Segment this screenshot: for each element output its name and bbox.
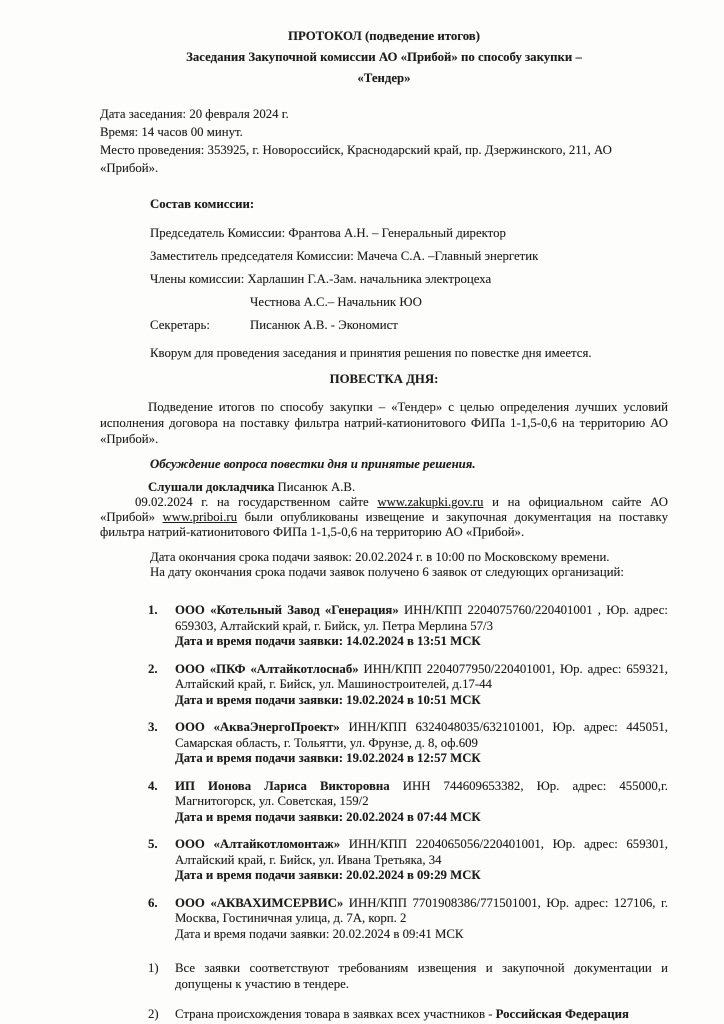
company-name: ООО «Алтайкотломонтаж» (175, 837, 341, 851)
publication-text-pre: 09.02.2024 г. на государственном сайте (135, 495, 378, 509)
submission-datetime: Дата и время подачи заявки: 14.02.2024 в 13:51 МСК (175, 634, 481, 648)
applicant-info (175, 896, 668, 927)
commission-deputy: Заместитель председателя Комиссии: Мачеча С.А. –Главный энергетик (150, 249, 539, 263)
applicant-number: 6. (148, 895, 158, 910)
company-name: ООО «Котельный Завод «Генерация» (175, 603, 399, 617)
commission-member-1: Члены комиссии: Харлашин Г.А.-Зам. начальника электроцеха (150, 272, 492, 286)
submission-datetime: Дата и время подачи заявки: 20.02.2024 в 07:44 МСК (175, 809, 481, 824)
speaker-line (100, 480, 668, 495)
applicant-number: 4. (148, 778, 158, 793)
submission-datetime: Дата и время подачи заявки: 20.02.2024 в 09:41 МСК (175, 926, 464, 941)
received-line: На дату окончания срока подачи заявок получено 6 заявок от следующих организаций: (150, 565, 624, 579)
deadline-line: Дата окончания срока подачи заявок: 20.02.2024 г. в 10:00 по Московскому времени. (150, 550, 610, 564)
applicant-number: 2. (148, 661, 158, 676)
meeting-time: Время: 14 часов 00 минут. (100, 125, 243, 139)
secretary-value: Писанюк А.В. - Экономист (250, 318, 398, 332)
conclusion-number: 2) (148, 1007, 159, 1021)
company-name: ООО «АКВАХИМСЕРВИС» (175, 895, 344, 910)
conclusion-text: Все заявки соответствуют требованиям извещения и закупочной документации и допущены к участию в тендере. (175, 961, 668, 991)
company-details: ИНН/КПП 7701908386/771501001, Юр. адрес: 127106, г. Москва, Гостиничная улица, д. 7А, корп. 2 (175, 895, 668, 925)
agenda-body: Подведение итогов по способу закупки – «Тендер» с целью определения лучших условий исполнения договора на поставку фильтра натрий-катионитового ФИПа 1-1,5-0,6 на территорию АО «Прибой». (100, 400, 668, 446)
quorum-statement: Кворум для проведения заседания и принятия решения по повестке дня имеется. (150, 346, 592, 360)
submission-datetime: Дата и время подачи заявки: 20.02.2024 в 09:29 МСК (175, 868, 481, 882)
commission-section (100, 197, 668, 337)
speaker-name: Писанюк А.В. (274, 480, 356, 494)
document-title (100, 26, 668, 89)
applicant-number: 3. (148, 720, 158, 734)
meeting-meta (100, 105, 668, 177)
company-details: ИНН 744609653382, Юр. адрес: 455000,г. Магнитогорск, ул. Советская, 159/2 (175, 778, 668, 808)
agenda-discussion: Обсуждение вопроса повестки дня и принятые решения. (150, 457, 476, 471)
applicant-info (175, 662, 668, 693)
meeting-date: Дата заседания: 20 февраля 2024 г. (100, 107, 289, 121)
commission-chair: Председатель Комиссии: Франтова А.Н. – Генеральный директор (150, 226, 506, 240)
company-details: ИНН/КПП 6324048035/632101001, Юр. адрес: 445051, Самарская область, г. Тольятти, ул. Фрунзе, д. 8, оф.609 (175, 720, 668, 750)
applicant-info (175, 779, 668, 810)
conclusion-row (100, 960, 668, 992)
submission-datetime: Дата и время подачи заявки: 19.02.2024 в 12:57 МСК (175, 751, 481, 765)
applicant-row (100, 662, 668, 709)
company-details: ИНН/КПП 2204077950/220401001, Юр. адрес: 659321, Алтайский край, г. Бийск, ул. Машиностроителей, д.17-44 (175, 661, 668, 691)
priboi-link: www.priboi.ru (162, 510, 238, 524)
applicant-row (100, 896, 668, 943)
commission-secretary (150, 314, 668, 337)
company-name: ООО «АкваЭнергоПроект» (175, 720, 340, 734)
commission-member-2: Честнова А.С.– Начальник ЮО (250, 295, 422, 309)
applicant-info (175, 603, 668, 634)
applicant-row (100, 720, 668, 767)
title-line-3: «Тендер» (357, 71, 411, 85)
commission-heading: Состав комиссии: (150, 197, 255, 211)
applicant-row (100, 779, 668, 826)
applicant-info (175, 720, 668, 751)
applicant-number: 1. (148, 603, 158, 617)
applicant-row (100, 837, 668, 884)
applicants-list (100, 603, 668, 942)
applicant-number: 5. (148, 837, 158, 851)
agenda-heading: ПОВЕСТКА ДНЯ: (329, 372, 439, 386)
company-name: ИП Ионова Лариса Викторовна (175, 778, 390, 793)
submission-datetime: Дата и время подачи заявки: 19.02.2024 в 10:51 МСК (175, 692, 481, 707)
conclusion-text: Страна происхождения товара в заявках всех участников - Российская Федерация (175, 1007, 629, 1021)
zakupki-link: www.zakupki.gov.ru (377, 495, 484, 509)
applicant-row (100, 603, 668, 650)
applicant-info (175, 837, 668, 868)
company-details: ИНН/КПП 2204065056/220401001, Юр. адрес: 659301, Алтайский край, г. Бийск, ул. Ивана Третьяка, 34 (175, 837, 668, 867)
secretary-label: Секретарь: (150, 318, 210, 332)
publication-text-post: были опубликованы извещение и закупочная документация на поставку фильтра натрий-катионитового ФИПа 1-1,5-0,6 на территорию АО «Прибой». (100, 510, 668, 539)
speaker-heading: Слушали докладчика (148, 480, 275, 494)
conclusion-bold-tail: Российская Федерация (495, 1007, 629, 1021)
title-line-2: Заседания Закупочной комиссии АО «Прибой» по способу закупки – (186, 50, 582, 64)
conclusions-list (100, 960, 668, 1022)
publication-text-mid: и на официальном сайте АО «Прибой» (100, 495, 668, 524)
company-details: ИНН/КПП 2204075760/220401001 , Юр. адрес: 659303, Алтайский край, г. Бийск, ул. Петра Мерлина 57/3 (175, 603, 668, 633)
title-line-1: ПРОТОКОЛ (подведение итогов) (288, 29, 480, 43)
company-name: ООО «ПКФ «Алтайкотлоснаб» (175, 661, 359, 676)
publication-paragraph (100, 495, 668, 540)
conclusion-number: 1) (148, 961, 159, 975)
conclusion-row (100, 1006, 668, 1022)
meeting-place: Место проведения: 353925, г. Новороссийск, Краснодарский край, пр. Дзержинского, 211, АО «Прибой». (100, 143, 612, 175)
